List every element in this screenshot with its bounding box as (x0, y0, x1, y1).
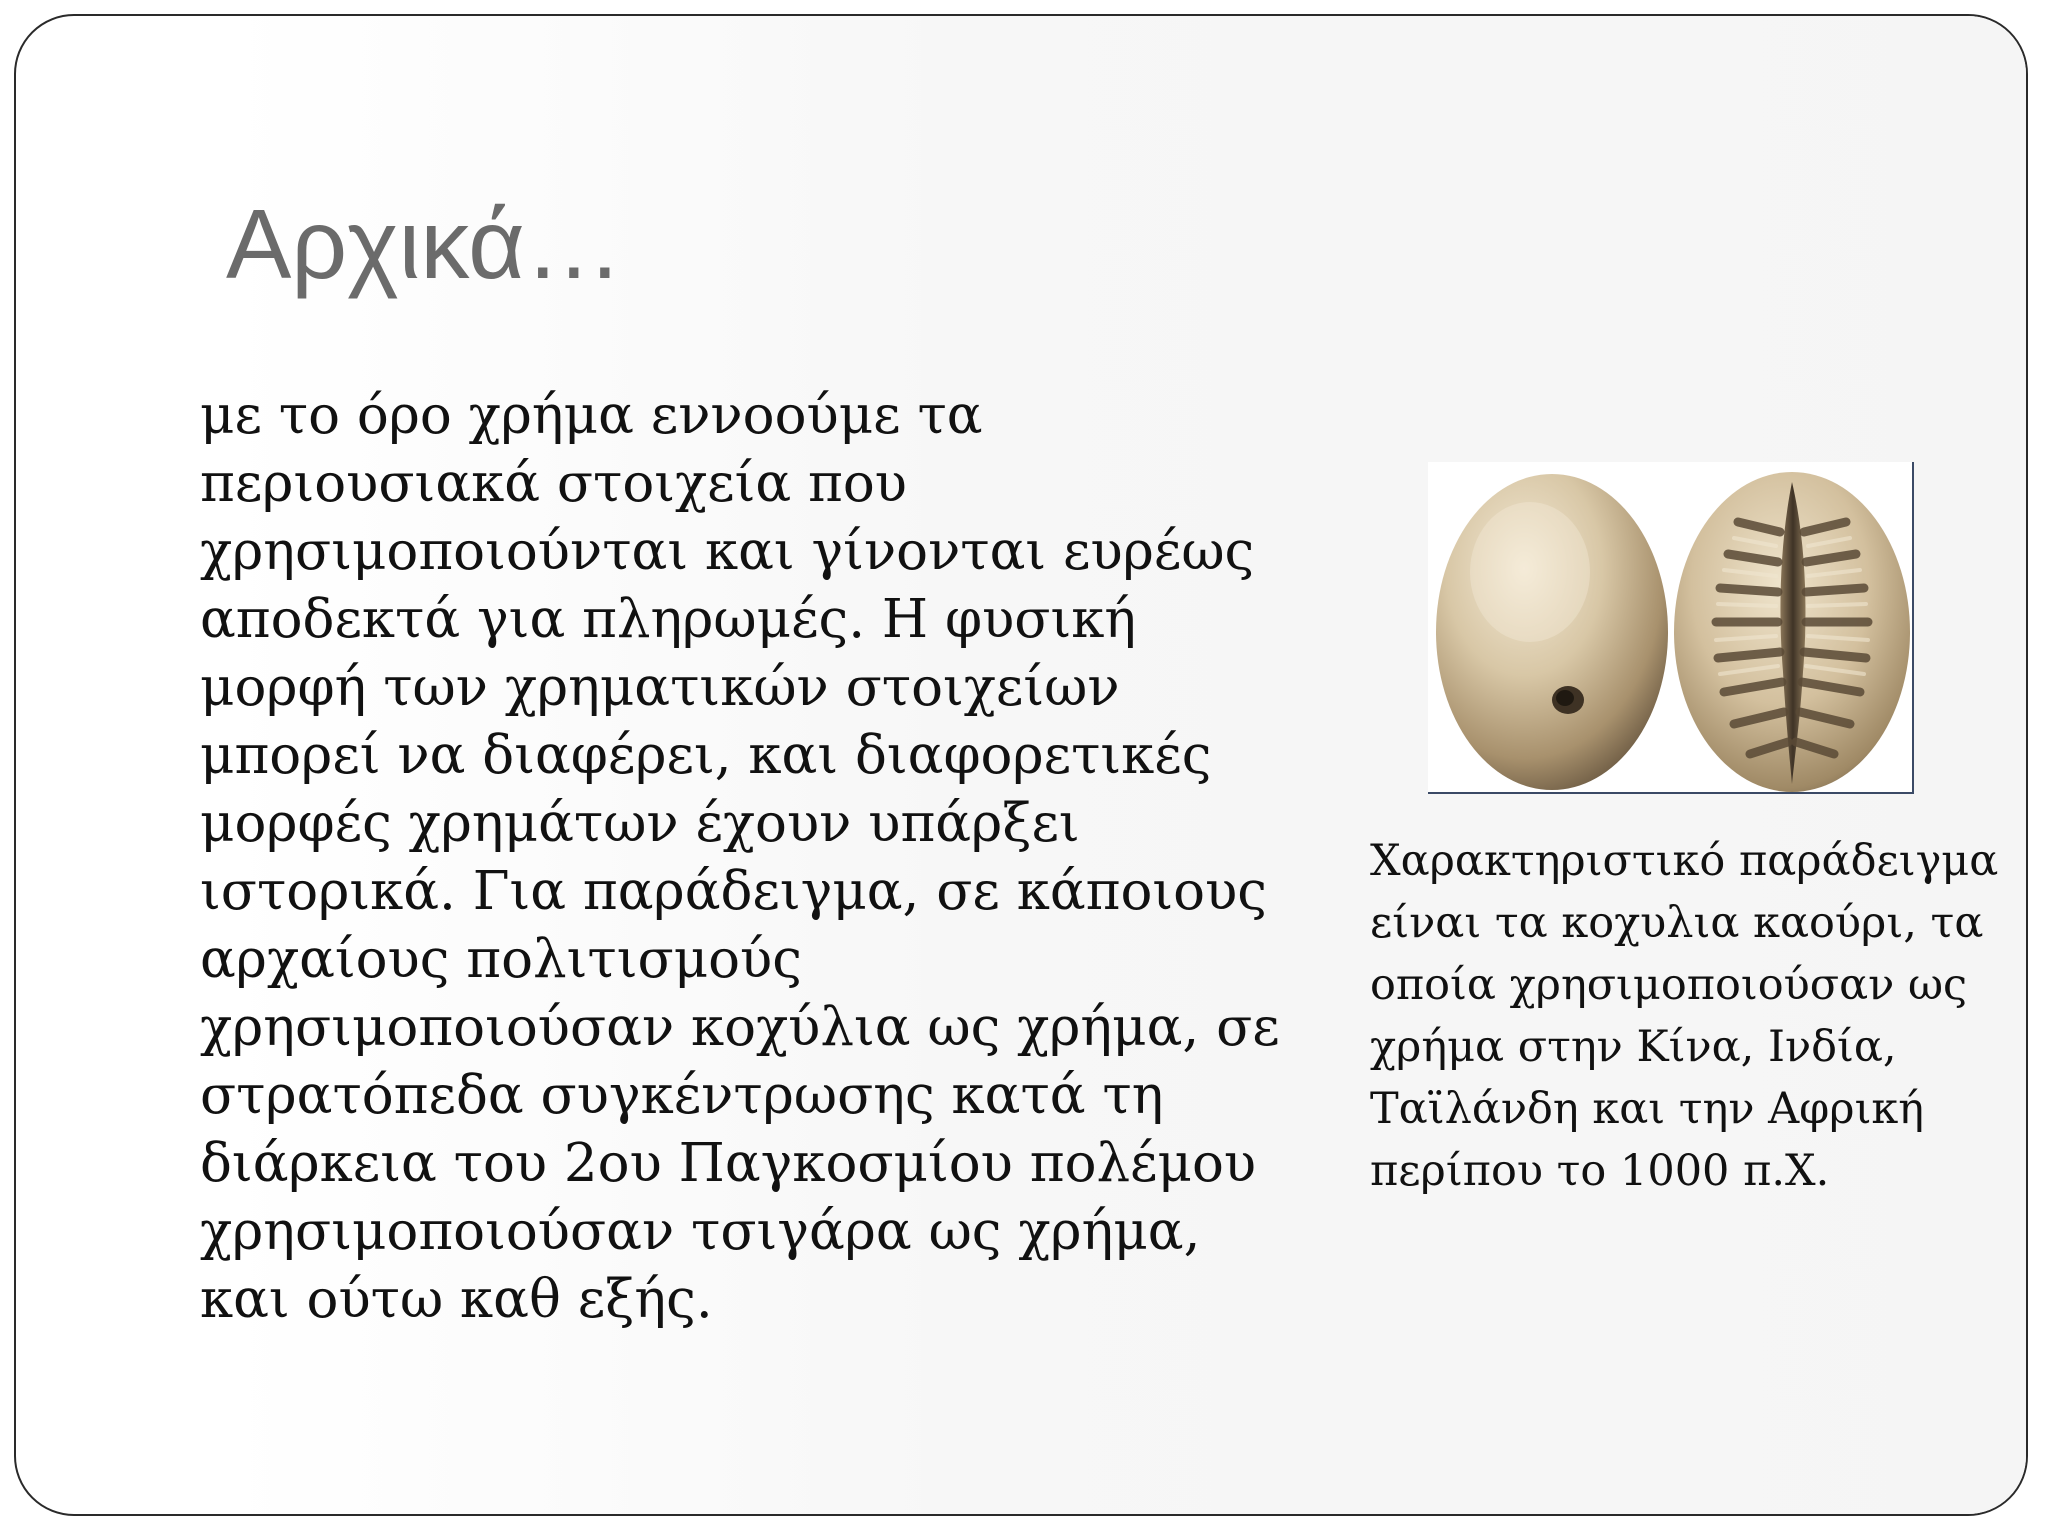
slide-title: Αρχικά… (226, 189, 623, 299)
cowrie-shells-image (1428, 462, 1914, 794)
body-paragraph: με το όρο χρήμα εννοούμε τα περιουσιακά στοιχεία που χρησιμοποιούνται και γίνονται ευρέως αποδεκτά για πληρωμές. Η φυσική μορφή των χρηματικών στοιχείων μπορεί να διαφέρει, και διαφορετικές μορφές χρημάτων έχουν υπάρξει ιστορικά. Για παράδειγμα, σε κάποιους αρχαίους πολιτισμούς χρησιμοποιούσαν κοχύλια ως χρήμα, σε στρατόπεδα συγκέντρωσης κατά τη διάρκεια του 2ου Παγκοσμίου πολέμου χρησιμοποιούσαν τσιγάρα ως χρήμα, και ούτω καθ εξής. (200, 385, 1280, 1330)
image-caption: Χαρακτηριστικό παράδειγμα είναι τα κοχυλια καούρι, τα οποία χρησιμοποιούσαν ως χρήμα στην Κίνα, Ινδία, Ταϊλάνδη και την Αφρική περίπου το 1000 π.Χ. (1370, 836, 1999, 1196)
slide (14, 14, 2028, 1516)
